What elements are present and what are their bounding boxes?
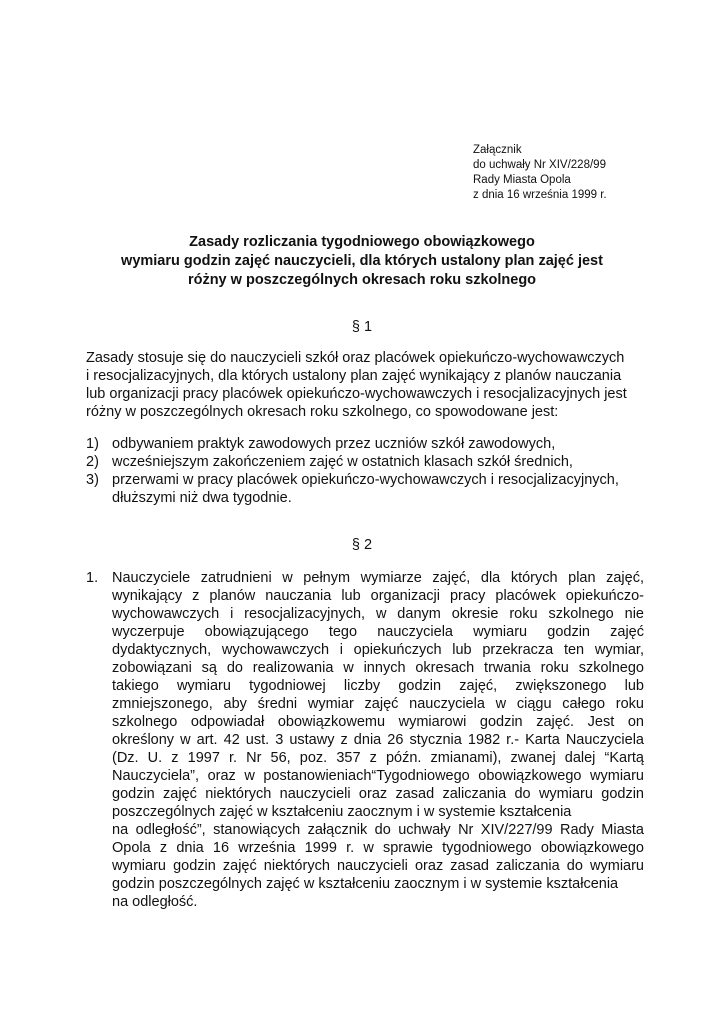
annex-line: Załącznik [473, 144, 522, 156]
intro-line: różny w poszczególnych okresach roku szkolnego, co spowodowane jest: [86, 404, 559, 420]
paragraph-line: godzin zajęć niektórych nauczycieli oraz zasad zaliczania do wymiaru godzin [112, 786, 644, 802]
section-1-list [86, 435, 646, 507]
list-item-number: 2) [86, 454, 99, 470]
section-1-intro [86, 349, 646, 421]
paragraph-line: określony w art. 42 ust. 3 ustawy z dnia 26 stycznia 1982 r.- Karta Nauczyciela [112, 732, 644, 748]
intro-line: Zasady stosuje się do nauczycieli szkół oraz placówek opiekuńczo-wychowawczych [86, 350, 625, 366]
intro-line: lub organizacji pracy placówek opiekuńczo-wychowawczych i resocjalizacyjnych jest [86, 386, 627, 402]
paragraph-line: wyczerpuje obowiązującego tego nauczyciela wymiaru godzin zajęć [112, 624, 644, 640]
paragraph-line: wymiaru godzin zajęć niektórych nauczycieli oraz zasad zaliczania do wymiaru [112, 858, 644, 874]
list-item-text: przerwami w pracy placówek opiekuńczo-wychowawczych i resocjalizacyjnych, [112, 472, 619, 488]
paragraph-line: na odległość. [112, 894, 198, 910]
paragraph-line: Nauczyciela”, oraz w postanowieniach“Tygodniowego obowiązkowego wymiaru [112, 768, 644, 784]
paragraph-line: dydaktycznych, wychowawczych i opiekuńczych lub przekracza ten wymiar, [112, 642, 644, 658]
paragraph-line: szkolnego odpowiadał obowiązkowemu wymiarowi godzin zajęć. Jest on [112, 714, 644, 730]
paragraph-line: wychowawczych i resocjalizacyjnych, w danym okresie roku szkolnego nie [112, 606, 644, 622]
annex-line: do uchwały Nr XIV/228/99 [473, 159, 606, 171]
section-1-heading: § 1 [351, 319, 373, 335]
list-item-text: dłuższymi niż dwa tygodnie. [112, 490, 292, 506]
title-line: różny w poszczególnych okresach roku szkolnego [187, 272, 537, 288]
paragraph-line: wynikający z planów nauczania lub organizacji pracy placówek opiekuńczo- [112, 588, 644, 604]
annex-line: Rady Miasta Opola [473, 174, 571, 186]
paragraph-line: (Dz. U. z 1997 r. Nr 56, poz. 357 z późn. zmianami), zwanej dalej “Kartą [112, 750, 644, 766]
paragraph-line: zobowiązani są do realizowania w innych okresach trwania roku szkolnego [112, 660, 644, 676]
annex-line: z dnia 16 września 1999 r. [473, 189, 607, 201]
paragraph-line: poszczególnych zajęć w kształceniu zaocznym i w systemie kształcenia [112, 804, 572, 820]
list-item [86, 453, 646, 471]
paragraph-line: godzin poszczególnych zajęć w kształceniu zaocznym i w systemie kształcenia [112, 876, 619, 892]
intro-line: i resocjalizacyjnych, dla których ustalony plan zajęć wynikający z planów nauczania [86, 368, 622, 384]
document-title [80, 233, 644, 290]
paragraph-line: na odległość”, stanowiących załącznik do uchwały Nr XIV/227/99 Rady Miasta [112, 822, 644, 838]
list-item-text: odbywaniem praktyk zawodowych przez uczniów szkół zawodowych, [112, 436, 556, 452]
paragraph-line: Opola z dnia 16 września 1999 r. w sprawie tygodniowego obowiązkowego [112, 840, 644, 856]
paragraph-line: takiego wymiaru tygodniowej liczby godzin zajęć, zwiększonego lub [112, 678, 644, 694]
section-2-heading: § 2 [351, 537, 373, 553]
title-line: Zasady rozliczania tygodniowego obowiązkowego [189, 234, 535, 250]
paragraph-line: Nauczyciele zatrudnieni w pełnym wymiarze zajęć, dla których plan zajęć, [112, 570, 644, 586]
list-item-number: 1) [86, 436, 99, 452]
paragraph-content [112, 569, 644, 911]
paragraph-number: 1. [86, 570, 99, 586]
title-line: wymiaru godzin zajęć nauczycieli, dla których ustalony plan zajęć jest [121, 253, 603, 269]
list-item [86, 435, 646, 453]
list-item-text: wcześniejszym zakończeniem zajęć w ostatnich klasach szkół średnich, [112, 454, 573, 470]
list-item [86, 471, 646, 507]
list-item-number: 3) [86, 472, 99, 488]
annex-header [473, 143, 673, 203]
paragraph-line: zmniejszonego, aby średni wymiar zajęć nauczyciela w ciągu całego roku [112, 696, 644, 712]
